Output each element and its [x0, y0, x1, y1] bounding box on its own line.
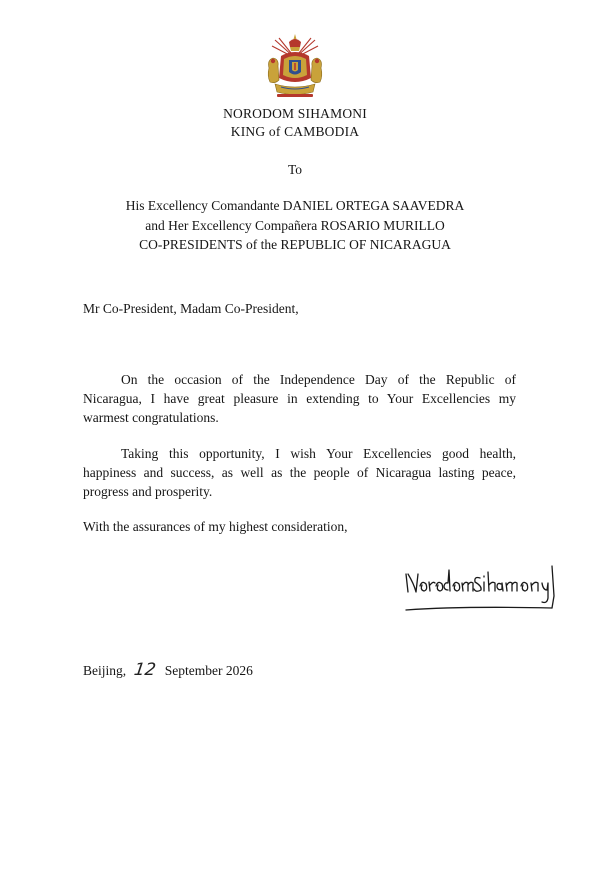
closing-line: With the assurances of my highest consideration, — [83, 519, 348, 534]
paragraph-1-line-1: On the occasion of the Independence Day of the Republic of — [121, 372, 516, 387]
paragraph-2-line-3: progress and prosperity. — [83, 484, 213, 499]
paragraph-2-line-2: happiness and success, as well as the people of Nicaragua lasting peace, — [83, 465, 516, 480]
addressee-block — [0, 196, 590, 255]
sender-name: NORODOM SIHAMONI — [223, 106, 367, 121]
signature-icon — [402, 560, 562, 622]
date-line — [83, 661, 253, 680]
paragraph-1-line-2: Nicaragua, I have great pleasure in extending to Your Excellencies my — [83, 391, 516, 406]
royal-coat-of-arms-icon — [263, 32, 327, 102]
date-place: Beijing, — [83, 663, 127, 678]
paragraph-2-line-1: Taking this opportunity, I wish Your Excellencies good health, — [121, 446, 516, 461]
paragraph-1 — [83, 370, 516, 427]
date-day-handwritten: 12 — [132, 660, 158, 680]
paragraph-1-line-3: warmest congratulations. — [83, 410, 219, 425]
paragraph-2 — [83, 444, 516, 501]
addressee-line-1: His Excellency Comandante DANIEL ORTEGA SAAVEDRA — [125, 198, 465, 213]
sender-title: KING of CAMBODIA — [230, 124, 360, 139]
addressee-line-3: CO-PRESIDENTS of the REPUBLIC OF NICARAGUA — [139, 237, 451, 252]
to-label: To — [287, 162, 303, 177]
salutation: Mr Co-President, Madam Co-President, — [83, 301, 299, 316]
addressee-line-2: and Her Excellency Compañera ROSARIO MURILLO — [145, 217, 445, 233]
date-month-year: September 2026 — [164, 663, 253, 678]
